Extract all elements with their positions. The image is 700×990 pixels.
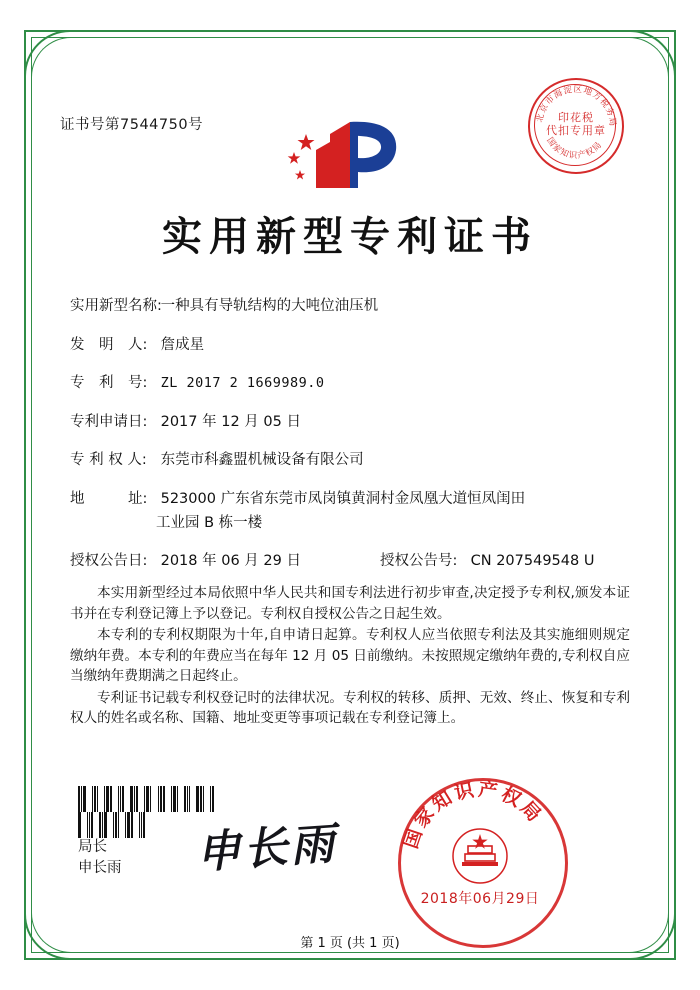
national-emblem-icon — [450, 826, 510, 886]
field-label-patent-number: 专 利 号: — [70, 375, 148, 391]
field-value-application-date: 2017 年 12 月 05 日 — [160, 413, 301, 430]
field-value-address: 523000 广东省东莞市凤岗镇黄洞村金凤凰大道恒凤闺田 — [160, 490, 526, 507]
paragraph-3: 专利证书记载专利权登记时的法律状况。专利权的转移、质押、无效、终止、恢复和专利权人的姓名或名称、国籍、地址变更等事项记载在专利登记簿上。 — [70, 689, 630, 726]
field-value-address-line-2: 工业园 B 栋一楼 — [156, 514, 263, 531]
cnipa-emblem-icon — [272, 106, 422, 196]
tax-stamp-seal — [528, 78, 624, 174]
director-handwritten-signature: 申长雨 — [194, 818, 339, 879]
announcement-number-group — [380, 551, 594, 571]
field-value-announcement-number: CN 207549548 U — [470, 553, 595, 569]
svg-text:国家知识产权局: 国家知识产权局 — [399, 778, 548, 852]
tax-stamp-line-1: 印花税 — [558, 111, 594, 124]
page-footer: 第 1 页 (共 1 页) — [300, 936, 400, 951]
field-value-patentee: 东莞市科鑫盟机械设备有限公司 — [160, 452, 364, 468]
field-value-inventor: 詹成星 — [160, 336, 205, 353]
certificate-number: 证书号第7544750号 — [60, 117, 204, 133]
field-row-patentee — [70, 450, 630, 470]
field-value-utility-model-name: 一种具有导轨结构的大吨位油压机 — [160, 298, 379, 314]
field-label-announcement-number: 授权公告号: — [380, 553, 458, 569]
field-label-announcement-date: 授权公告日: — [70, 553, 148, 569]
office-seal-date: 2018年06月29日 — [420, 891, 540, 907]
field-row-application-date — [70, 412, 630, 432]
field-value-patent-number: ZL 2017 2 1669989.0 — [160, 375, 325, 391]
field-row-utility-model-name — [70, 296, 630, 316]
field-row-address — [70, 489, 630, 533]
svg-text:北京市海淀区地方税务局: 北京市海淀区地方税务局 — [535, 84, 618, 128]
page-title: 实用新型专利证书 — [162, 213, 538, 260]
field-list — [70, 296, 630, 590]
field-row-announcement — [70, 551, 630, 571]
barcode — [78, 786, 216, 812]
field-label-inventor: 发 明 人: — [70, 336, 148, 353]
field-row-inventor — [70, 335, 630, 355]
tax-stamp-line-2: 代扣专用章 — [546, 124, 606, 137]
signature-label-block — [78, 837, 122, 879]
field-label-application-date: 专利申请日: — [70, 413, 148, 430]
legal-body-text — [70, 583, 630, 730]
field-label-address: 地 址: — [70, 490, 148, 507]
field-value-announcement-date: 2018 年 06 月 29 日 — [160, 553, 301, 569]
paragraph-2: 本专利的专利权期限为十年,自申请日起算。专利权人应当依照专利法及其实施细则规定缴纳年费。本专利的年费应当在每年 12 月 05 日前缴纳。未按照规定缴纳年费的,专利权自应当缴纳年费期满之日起终止。 — [70, 627, 630, 684]
tax-stamp-center-text — [530, 111, 622, 137]
field-label-utility-model-name: 实用新型名称: — [70, 298, 162, 314]
office-seal — [398, 778, 562, 942]
director-name-label: 申长雨 — [78, 860, 122, 876]
director-title-label: 局长 — [78, 839, 107, 855]
svg-text:国家知识产权局: 国家知识产权局 — [544, 135, 605, 162]
paragraph-1: 本实用新型经过本局依照中华人民共和国专利法进行初步审查,决定授予专利权,颁发本证书并在专利登记簿上予以登记。专利权自授权公告之日起生效。 — [70, 585, 630, 622]
field-row-patent-number — [70, 373, 630, 393]
field-label-patentee: 专 利 权 人: — [70, 452, 147, 468]
